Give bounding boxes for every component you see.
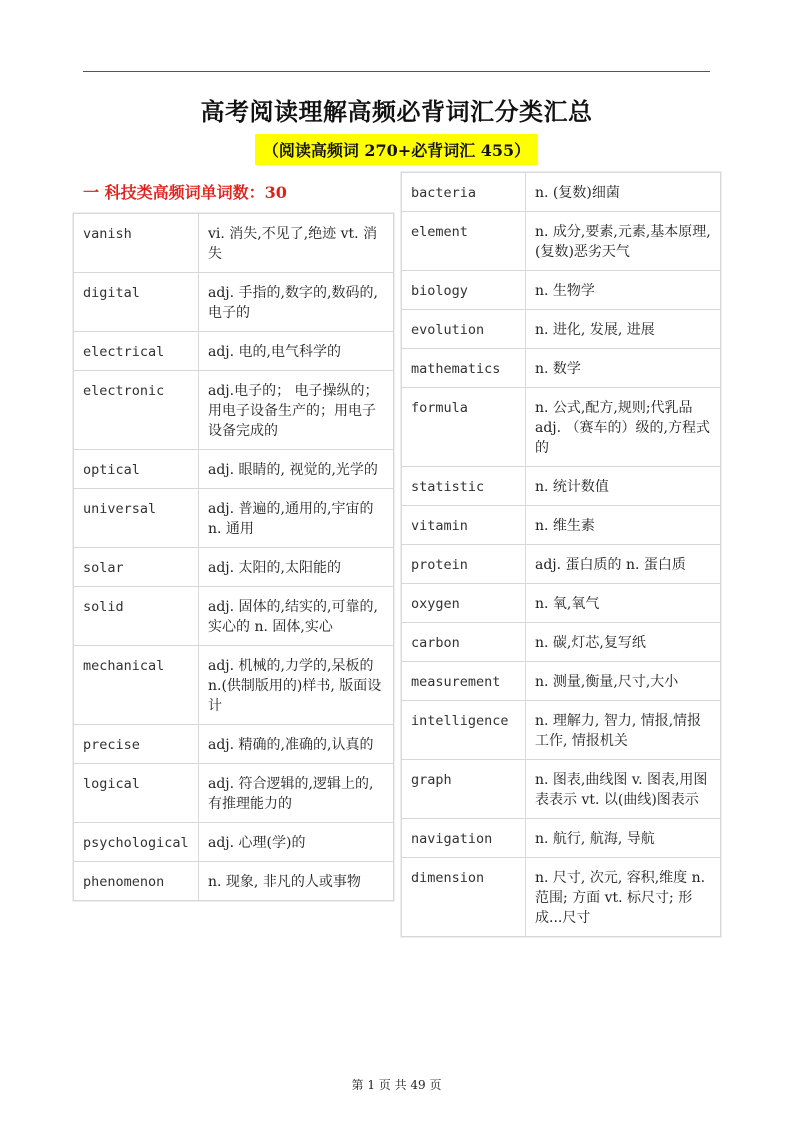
- word-cell: navigation: [402, 819, 526, 858]
- definition-cell: n. 碳,灯芯,复写纸: [526, 623, 721, 662]
- table-row: [402, 388, 721, 467]
- word-cell: dimension: [402, 858, 526, 937]
- page-footer: 第 1 页 共 49 页: [351, 1078, 442, 1092]
- word-cell: universal: [74, 489, 199, 548]
- word-cell: bacteria: [402, 173, 526, 212]
- word-cell: intelligence: [402, 701, 526, 760]
- table-row: [74, 587, 394, 646]
- definition-cell: adj. 太阳的,太阳能的: [199, 548, 394, 587]
- definition-cell: n. 统计数值: [526, 467, 721, 506]
- word-cell: biology: [402, 271, 526, 310]
- definition-cell: adj. 固体的,结实的,可靠的,实心的 n. 固体,实心: [199, 587, 394, 646]
- table-row: [74, 214, 394, 273]
- definition-cell: adj. 符合逻辑的,逻辑上的,有推理能力的: [199, 764, 394, 823]
- word-cell: vanish: [74, 214, 199, 273]
- word-cell: measurement: [402, 662, 526, 701]
- word-cell: protein: [402, 545, 526, 584]
- definition-cell: n. 数学: [526, 349, 721, 388]
- word-cell: vitamin: [402, 506, 526, 545]
- word-cell: logical: [74, 764, 199, 823]
- table-row: [74, 646, 394, 725]
- word-cell: optical: [74, 450, 199, 489]
- definition-cell: n. 公式,配方,规则;代乳品 adj. （赛车的）级的,方程式的: [526, 388, 721, 467]
- table-row: [74, 548, 394, 587]
- table-row: [74, 332, 394, 371]
- definition-cell: adj. 眼睛的, 视觉的,光学的: [199, 450, 394, 489]
- table-row: [74, 371, 394, 450]
- section-heading: 一 科技类高频词单词数：30: [83, 183, 287, 202]
- table-row: [402, 584, 721, 623]
- definition-cell: n. 理解力, 智力, 情报,情报工作, 情报机关: [526, 701, 721, 760]
- definition-cell: adj. 电的,电气科学的: [199, 332, 394, 371]
- definition-cell: adj. 普遍的,通用的,宇宙的 n. 通用: [199, 489, 394, 548]
- definition-cell: n. 测量,衡量,尺寸,大小: [526, 662, 721, 701]
- definition-cell: n. 成分,要素,元素,基本原理,(复数)恶劣天气: [526, 212, 721, 271]
- definition-cell: n. 维生素: [526, 506, 721, 545]
- definition-cell: n. 现象, 非凡的人或事物: [199, 862, 394, 901]
- word-cell: statistic: [402, 467, 526, 506]
- definition-cell: n. 图表,曲线图 v. 图表,用图表表示 vt. 以(曲线)图表示: [526, 760, 721, 819]
- table-row: [402, 662, 721, 701]
- table-row: [402, 467, 721, 506]
- word-cell: solar: [74, 548, 199, 587]
- word-cell: oxygen: [402, 584, 526, 623]
- word-cell: mechanical: [74, 646, 199, 725]
- table-row: [402, 271, 721, 310]
- definition-cell: n. 生物学: [526, 271, 721, 310]
- word-cell: electrical: [74, 332, 199, 371]
- word-cell: solid: [74, 587, 199, 646]
- table-row: [402, 760, 721, 819]
- definition-cell: adj.电子的； 电子操纵的； 用电子设备生产的；用电子设备完成的: [199, 371, 394, 450]
- word-cell: psychological: [74, 823, 199, 862]
- table-row: [74, 862, 394, 901]
- table-row: [402, 506, 721, 545]
- definition-cell: adj. 手指的,数字的,数码的,电子的: [199, 273, 394, 332]
- definition-cell: n. 进化, 发展, 进展: [526, 310, 721, 349]
- word-cell: evolution: [402, 310, 526, 349]
- table-row: [402, 545, 721, 584]
- header-rule: [83, 71, 710, 72]
- word-cell: carbon: [402, 623, 526, 662]
- definition-cell: adj. 机械的,力学的,呆板的 n.(供制版用的)样书, 版面设计: [199, 646, 394, 725]
- page-title: 高考阅读理解高频必背词汇分类汇总: [200, 97, 593, 126]
- table-row: [402, 173, 721, 212]
- definition-cell: adj. 蛋白质的 n. 蛋白质: [526, 545, 721, 584]
- table-row: [74, 725, 394, 764]
- word-cell: precise: [74, 725, 199, 764]
- table-row: [74, 764, 394, 823]
- table-row: [74, 823, 394, 862]
- table-row: [402, 701, 721, 760]
- table-row: [402, 819, 721, 858]
- table-row: [74, 450, 394, 489]
- definition-cell: n. (复数)细菌: [526, 173, 721, 212]
- word-cell: formula: [402, 388, 526, 467]
- definition-cell: adj. 心理(学)的: [199, 823, 394, 862]
- word-cell: element: [402, 212, 526, 271]
- definition-cell: adj. 精确的,准确的,认真的: [199, 725, 394, 764]
- table-row: [402, 858, 721, 937]
- table-row: [402, 310, 721, 349]
- word-cell: phenomenon: [74, 862, 199, 901]
- definition-cell: n. 航行, 航海, 导航: [526, 819, 721, 858]
- word-cell: electronic: [74, 371, 199, 450]
- word-cell: mathematics: [402, 349, 526, 388]
- table-row: [402, 349, 721, 388]
- table-row: [74, 489, 394, 548]
- vocab-table-left: [73, 213, 394, 901]
- vocab-table-right: [401, 172, 721, 937]
- table-row: [74, 273, 394, 332]
- word-cell: graph: [402, 760, 526, 819]
- word-cell: digital: [74, 273, 199, 332]
- subtitle-highlight: （阅读高频词 270+必背词汇 455）: [255, 134, 538, 165]
- definition-cell: vi. 消失,不见了,绝迹 vt. 消失: [199, 214, 394, 273]
- definition-cell: n. 氧,氧气: [526, 584, 721, 623]
- table-row: [402, 623, 721, 662]
- table-row: [402, 212, 721, 271]
- definition-cell: n. 尺寸, 次元, 容积,维度 n. 范围; 方面 vt. 标尺寸; 形成...尺寸: [526, 858, 721, 937]
